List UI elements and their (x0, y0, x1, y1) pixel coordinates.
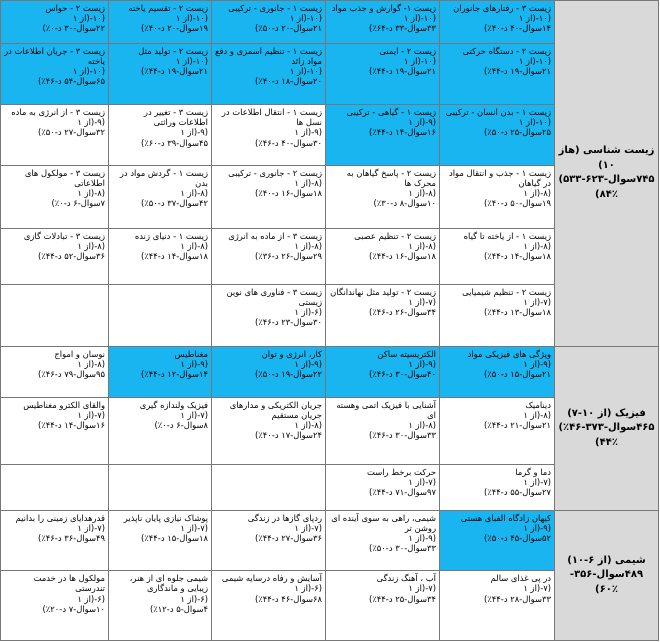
topic-cell (212, 228, 326, 284)
topic-stats: ۱۴سوال-۱۲ د-۴۴٪) (141, 368, 208, 379)
subject-stats: ۴۸۹سوال-۳۵۶- (569, 569, 644, 581)
table-row (1, 346, 659, 397)
empty-cell (109, 285, 212, 346)
topic-stats: ۸سوال-۶ د-۰٪) (154, 419, 208, 430)
topic-range: (۸-(از ۱ (408, 241, 436, 252)
topic-title: زیست ۱ - از یاخته تا گیاه (463, 230, 551, 241)
topic-range: (۸-(از ۱ (523, 409, 551, 420)
topic-stats: ۳۲سوال-۲۷ د-۵۰٪) (38, 127, 105, 138)
topic-range: (۸-(از ۱ (294, 241, 322, 252)
topic-range: (۸-(از ۱ (294, 419, 322, 430)
topic-cell (1, 571, 109, 641)
topic-stats: ۱۸سوال-۱۶ د-۴۴٪) (369, 251, 436, 262)
topic-stats: ۱۸سوال-۱۳ د-۴۴٪) (484, 307, 551, 318)
topic-title: دما و گرما (515, 467, 551, 478)
topic-cell (109, 1, 212, 44)
topic-range: (۹-(از ۱ (408, 533, 436, 544)
topic-range: (۱۰-(از ۱ (403, 56, 436, 67)
topic-stats: ۲۱سوال-۱۹ د-۴۴٪) (484, 66, 551, 77)
topic-cell (212, 285, 326, 346)
topic-title: زیست ۲ - تقسیم یاخته (128, 3, 208, 13)
topic-stats: ۲۰سوال-۱۸ د-۴۰٪) (255, 76, 322, 87)
topic-title: آسایش و رفاه درسایه شیمی (221, 573, 322, 584)
topic-range: (۹-(از ۱ (408, 117, 436, 128)
topic-title: زیست ۲ - تولید مثل (138, 45, 208, 56)
topic-range: (۸-(از ۱ (408, 419, 436, 430)
topic-cell (440, 228, 555, 284)
topic-title: زیست ۲ - ایمنی (379, 45, 436, 56)
topic-title: شیمی جلوه ای از هنر، زیبایی و ماندگاری (129, 573, 208, 594)
topic-cell (109, 43, 212, 104)
topic-stats: ۲۵سوال-۲۵ د-۵۰٪) (484, 127, 551, 138)
topic-cell (212, 511, 326, 571)
topic-cell (212, 397, 326, 464)
topic-stats: ۲۹سوال-۲۶ د-۳۶٪) (255, 251, 322, 262)
topic-stats: ۳۳سوال-۳۰ د-۴۶٪) (369, 429, 436, 440)
topic-range: (۷-(از ۱ (77, 409, 105, 420)
topic-title: زیست ۲ - حواس (45, 3, 105, 13)
topic-title: والقای الکترو مغناطیس (23, 399, 105, 410)
topic-range: (۸-(از ۱ (180, 187, 208, 198)
topic-title: دینامیک (525, 399, 551, 410)
topic-range: (۹-(از ۱ (523, 358, 551, 369)
topic-cell (109, 397, 212, 464)
topic-stats: ۷سوال-۶ د-۰٪) (51, 197, 105, 208)
topic-range: (۱۰-(از ۱ (72, 13, 105, 24)
subject-stats: ۴۶۵سوال-۳۷۳-۴۶٪) (558, 422, 655, 434)
topic-range: (۹-(از ۱ (77, 117, 105, 128)
topic-cell (326, 397, 440, 464)
topic-stats: ۲۱سوال-۱۹ د-۴۴٪) (141, 66, 208, 77)
topic-stats: ۱۸سوال-۱۵ د-۴۴٪) (141, 533, 208, 544)
topic-stats: ۱۰سوال-۷ د-۲۰٪) (42, 603, 105, 614)
topic-title: زیست ۲ - جانوری - ترکیبی (228, 167, 322, 178)
topic-title: زیست ۲ - تنظیم عصبی (354, 230, 436, 241)
topic-title: کیهان زادگاه الفبای هستی (460, 513, 551, 524)
topic-title: زیست ۱ - تنظیم اسمزی و دفع مواد زائد (215, 45, 322, 67)
topic-stats: ۲۱سوال-۱۹ د-۴۴٪) (369, 66, 436, 77)
topic-range: (۱۰-(از ۱ (175, 56, 208, 67)
table-row (1, 511, 659, 571)
topic-range: (۶-(از ۱ (77, 593, 105, 604)
topic-stats: ۱۸سوال-۱۶ د-۴۰٪) (255, 187, 322, 198)
topic-stats: ۳۳سوال-۲۸ د-۴۴٪) (484, 593, 551, 604)
topic-table-body (1, 1, 659, 641)
topic-range: (۶-(از ۱ (180, 593, 208, 604)
topic-cell (326, 465, 440, 511)
topic-range: (۹-(از ۱ (523, 523, 551, 534)
empty-cell (109, 465, 212, 511)
topic-stats: ۳۰سوال-۲۳ د-۴۶٪) (255, 317, 322, 328)
topic-title: جریان الکتریکی و مدارهای جریان مستقیم (229, 399, 322, 420)
topic-title: زیست ۱ - انتقال اطلاعات در نسل ها (221, 107, 322, 128)
topic-cell (1, 165, 109, 228)
topic-title: زیست ۱- گوارش و جذب مواد (331, 3, 436, 13)
topic-title: زیست ۳ - رفتارهای جانوران (453, 3, 551, 13)
topic-cell (212, 165, 326, 228)
topic-range: (۸-(از ۱ (77, 241, 105, 252)
topic-cell (109, 346, 212, 397)
subject-cell (555, 1, 659, 347)
topic-title: مولکول ها در خدمت تندرستی (33, 573, 105, 594)
subject-stats: ۷۴۵سوال-۶۲۳-۵۳۳) (558, 174, 655, 186)
topic-range: (۸-(از ۱ (523, 187, 551, 198)
subject-pct: ۸۴٪) (595, 188, 618, 200)
topic-title: زیست ۳ - از ماده به انرژی (228, 230, 322, 241)
topic-title: زیست ۳ - تغییر در اطلاعات وراثتی (143, 107, 208, 128)
empty-cell (1, 285, 109, 346)
topic-range: (۱۰-(از ۱ (289, 13, 322, 24)
topic-title: الکتریسیته ساکن (377, 348, 436, 359)
subject-name: شیمی (از ۶-۱۰) (567, 554, 646, 566)
subject-cell (555, 511, 659, 641)
topic-range: (۱۰-(از ۱ (518, 56, 551, 67)
topic-cell (326, 105, 440, 165)
topic-cell (1, 511, 109, 571)
topic-stats: ۱۹سوال-۲۰ د-۴۰٪) (141, 23, 208, 34)
topic-range: (۱۰-(از ۱ (518, 13, 551, 24)
topic-range: (۹-(از ۱ (294, 127, 322, 138)
topic-range: (۸-(از ۱ (77, 358, 105, 369)
topic-cell (109, 165, 212, 228)
topic-stats: ۲۲سوال-۱۹ د-۵۰٪) (255, 368, 322, 379)
topic-cell (212, 105, 326, 165)
topic-stats: ۲۱سوال-۲۱ د-۴۴٪) (484, 419, 551, 430)
topic-range: (۷-(از ۱ (294, 523, 322, 534)
topic-range: (۱۰-(از ۱ (72, 66, 105, 77)
topic-title: زیست ۱ - دنیای زنده (134, 230, 208, 241)
empty-cell (212, 465, 326, 511)
topic-range: (۶-(از ۱ (294, 307, 322, 318)
subject-cell (555, 346, 659, 511)
topic-title: زیست ۲ - پاسخ گیاهان به محرک ها (346, 167, 436, 188)
topic-stats: ۴۲سوال-۳۷ د-۵۰٪) (141, 197, 208, 208)
topic-range: (۸-(از ۱ (408, 187, 436, 198)
topic-title: زیست ۱ - بدن انسان - ترکیبی (445, 107, 551, 118)
topic-range: (۷-(از ۱ (408, 583, 436, 594)
topic-title: فیزیک ولندازه گیری (139, 399, 208, 410)
topic-stats: ۱۸سوال-۱۴ د-۴۴٪) (141, 251, 208, 262)
topic-range: (۸-(از ۱ (294, 177, 322, 188)
topic-cell (326, 228, 440, 284)
topic-title: زیست ۳ - فناوری های نوین زیستی (226, 287, 322, 308)
topic-title: نوسان و امواج (54, 348, 105, 359)
topic-title: زیست ۲ - دستگاه حرکتی (462, 45, 551, 56)
topic-range: (۱۰-(از ۱ (289, 66, 322, 77)
topic-range: (۸-(از ۱ (523, 241, 551, 252)
topic-stats: ۱۰سوال-۸ د-۳۰٪) (373, 197, 436, 208)
topic-title: مغناطیس (174, 348, 208, 359)
topic-title: پوشاک نیازی پایان ناپذیر (123, 513, 208, 524)
topic-title: زیست ۱ - گیاهی - ترکیبی (346, 107, 436, 118)
topic-cell (212, 43, 326, 104)
topic-cell (1, 346, 109, 397)
topic-title: زیست ۱ - جانوری - ترکیبی (228, 3, 322, 13)
topic-range: (۹-(از ۱ (294, 358, 322, 369)
topic-cell (326, 1, 440, 44)
topic-cell (212, 346, 326, 397)
topic-cell (212, 571, 326, 641)
topic-cell (440, 465, 555, 511)
topic-range: (۷-(از ۱ (77, 523, 105, 534)
topic-title: آشنایی با فیزیک اتمی وهسته ای (336, 399, 436, 420)
topic-stats: ۱۹سوال-۵۰ د-۴۰٪) (484, 197, 551, 208)
topic-cell (1, 228, 109, 284)
topic-cell (1, 1, 109, 44)
topic-stats: ۳۳سوال-۳۰ د-۵۰٪) (369, 543, 436, 554)
topic-stats: ۲۷سوال-۵۵ د-۴۴٪) (484, 487, 551, 498)
empty-cell (1, 465, 109, 511)
topic-stats: ۹۷سوال-۷۱ د-۴۴٪) (369, 487, 436, 498)
topic-cell (109, 228, 212, 284)
topic-range: (۹-(از ۱ (408, 358, 436, 369)
table-row (1, 1, 659, 44)
topic-range: (۱۰-(از ۱ (175, 13, 208, 24)
topic-title: زیست ۳ - مولکول های اطلاعاتی (24, 167, 105, 188)
topic-range: (۸-(از ۱ (180, 241, 208, 252)
topic-cell (440, 511, 555, 571)
topic-cell (440, 285, 555, 346)
topic-title: زیست ۲ - تولید مثل نهاندانگان (330, 287, 436, 298)
topic-title: ردپای گازها در زندگی (247, 513, 322, 524)
subject-pct: ۴۴٪) (595, 436, 618, 448)
topic-cell (109, 105, 212, 165)
topic-title: در پی غذای سالم (490, 573, 551, 584)
topic-range: (۶-(از ۱ (294, 583, 322, 594)
topic-title: ویژگی های فیزیکی مواد (467, 348, 551, 359)
topic-cell (440, 105, 555, 165)
topic-range: (۷-(از ۱ (408, 297, 436, 308)
topic-range: (۱۰-(از ۱ (403, 13, 436, 24)
topic-title: قدرهدایای زمینی را بدانیم (15, 513, 105, 524)
topic-range: (۷-(از ۱ (523, 583, 551, 594)
topic-range: (۷-(از ۱ (408, 477, 436, 488)
topic-cell (326, 165, 440, 228)
topic-cell (1, 105, 109, 165)
topic-cell (109, 511, 212, 571)
topic-title: حرکت برخط راست (366, 467, 436, 478)
topic-stats: ۴۰سوال-۳۰ د-۴۶٪) (369, 368, 436, 379)
topic-stats: ۳۴سوال-۲۶ د-۴۶٪) (369, 307, 436, 318)
topic-stats: ۳۶سوال-۵۲ د-۴۴٪) (38, 251, 105, 262)
topic-range: (۹-(از ۱ (180, 127, 208, 138)
topic-stats: ۲۴سوال-۱۷ د-۴۰٪) (255, 429, 322, 440)
topic-title: زیست ۳ - جریان اطلاعات در یاخته (4, 45, 105, 67)
topic-stats: ۵۲سوال-۴۵ د-۵۰٪) (484, 533, 551, 544)
topic-stats: ۱۶سوال-۱۴ د-۴۴٪) (369, 127, 436, 138)
subject-pct: ۶۰٪) (595, 583, 618, 595)
topic-range: (۷-(از ۱ (180, 409, 208, 420)
subject-name: فیزیک (از ۱۰-۷) (567, 407, 646, 419)
topic-title: آب ، آهنگ زندگی (376, 573, 436, 584)
topic-cell (440, 1, 555, 44)
topic-range: (۸-(از ۱ (77, 187, 105, 198)
topic-title: زیست ۱ - گردش مواد در بدن (119, 167, 208, 188)
topic-title: زیست ۳ - تبادلات گازی (23, 230, 105, 241)
topic-cell (1, 397, 109, 464)
topic-stats: ۱۴سوال-۴۰ د-۴۰٪) (484, 23, 551, 34)
topic-cell (1, 43, 109, 104)
topic-stats: ۳۴سوال-۲۵ د-۴۴٪) (369, 593, 436, 604)
topic-title: زیست ۲ - تنظیم شیمیایی (462, 287, 551, 298)
topic-stats: ۲۱سوال-۱۵ د-۵۰٪) (484, 368, 551, 379)
topic-cell (440, 346, 555, 397)
topic-title: زیست ۳ - از انرژی به ماده (11, 107, 105, 118)
topic-cell (326, 571, 440, 641)
topic-range: (۹-(از ۱ (180, 358, 208, 369)
topic-stats: ۱۸سوال-۱۴ د-۴۴٪) (484, 251, 551, 262)
topic-stats: ۳۰سوال-۴۰ د-۴۶٪) (255, 137, 322, 148)
topic-stats: ۳۳سوال-۳۳ د-۶۴٪) (369, 23, 436, 34)
topic-stats: ۱۶سوال-۱۴ د-۴۴٪) (38, 419, 105, 430)
topic-title: کار، انرژی و توان (261, 348, 322, 359)
topic-cell (440, 397, 555, 464)
topic-cell (440, 43, 555, 104)
topic-range: (۱۰-(از ۱ (518, 117, 551, 128)
topic-cell (326, 511, 440, 571)
topic-title: شیمی، راهی به سوی آینده ای روشن تر (331, 513, 436, 534)
topic-range: (۷-(از ۱ (523, 297, 551, 308)
topic-stats: ۲۱سوال-۲۰ د-۵۰٪) (255, 23, 322, 34)
topic-range: (۷-(از ۱ (180, 523, 208, 534)
topic-stats: ۶۸سوال-۴۶ د-۴۴٪) (255, 593, 322, 604)
topic-stats: ۶۵سوال-۵۴ د-۴۶٪) (38, 76, 105, 87)
topic-cell (109, 571, 212, 641)
topic-cell (326, 43, 440, 104)
topic-range: (۷-(از ۱ (523, 477, 551, 488)
topic-cell (440, 571, 555, 641)
subject-name: زیست شناسی (هاز ۱۰) (558, 145, 655, 171)
topic-stats: ۴۹سوال-۳۶ د-۴۶٪) (38, 533, 105, 544)
topic-title: زیست ۱ - جذب و انتقال مواد در گیاهان (449, 167, 551, 188)
topic-stats: ۴سوال-۵ د-۱۲٪) (150, 603, 208, 614)
topic-cell (440, 165, 555, 228)
topic-stats: ۲۲سوال-۳۰ د-۰٪) (42, 23, 105, 34)
topic-cell (212, 1, 326, 44)
topic-stats: ۴۵سوال-۳۹ د-۶۰٪) (141, 137, 208, 148)
topic-stats: ۳۶سوال-۲۷ د-۴۴٪) (255, 533, 322, 544)
topic-stats: ۹۵سوال-۷۹ د-۴۶٪) (38, 368, 105, 379)
topic-cell (326, 346, 440, 397)
topic-cell (326, 285, 440, 346)
